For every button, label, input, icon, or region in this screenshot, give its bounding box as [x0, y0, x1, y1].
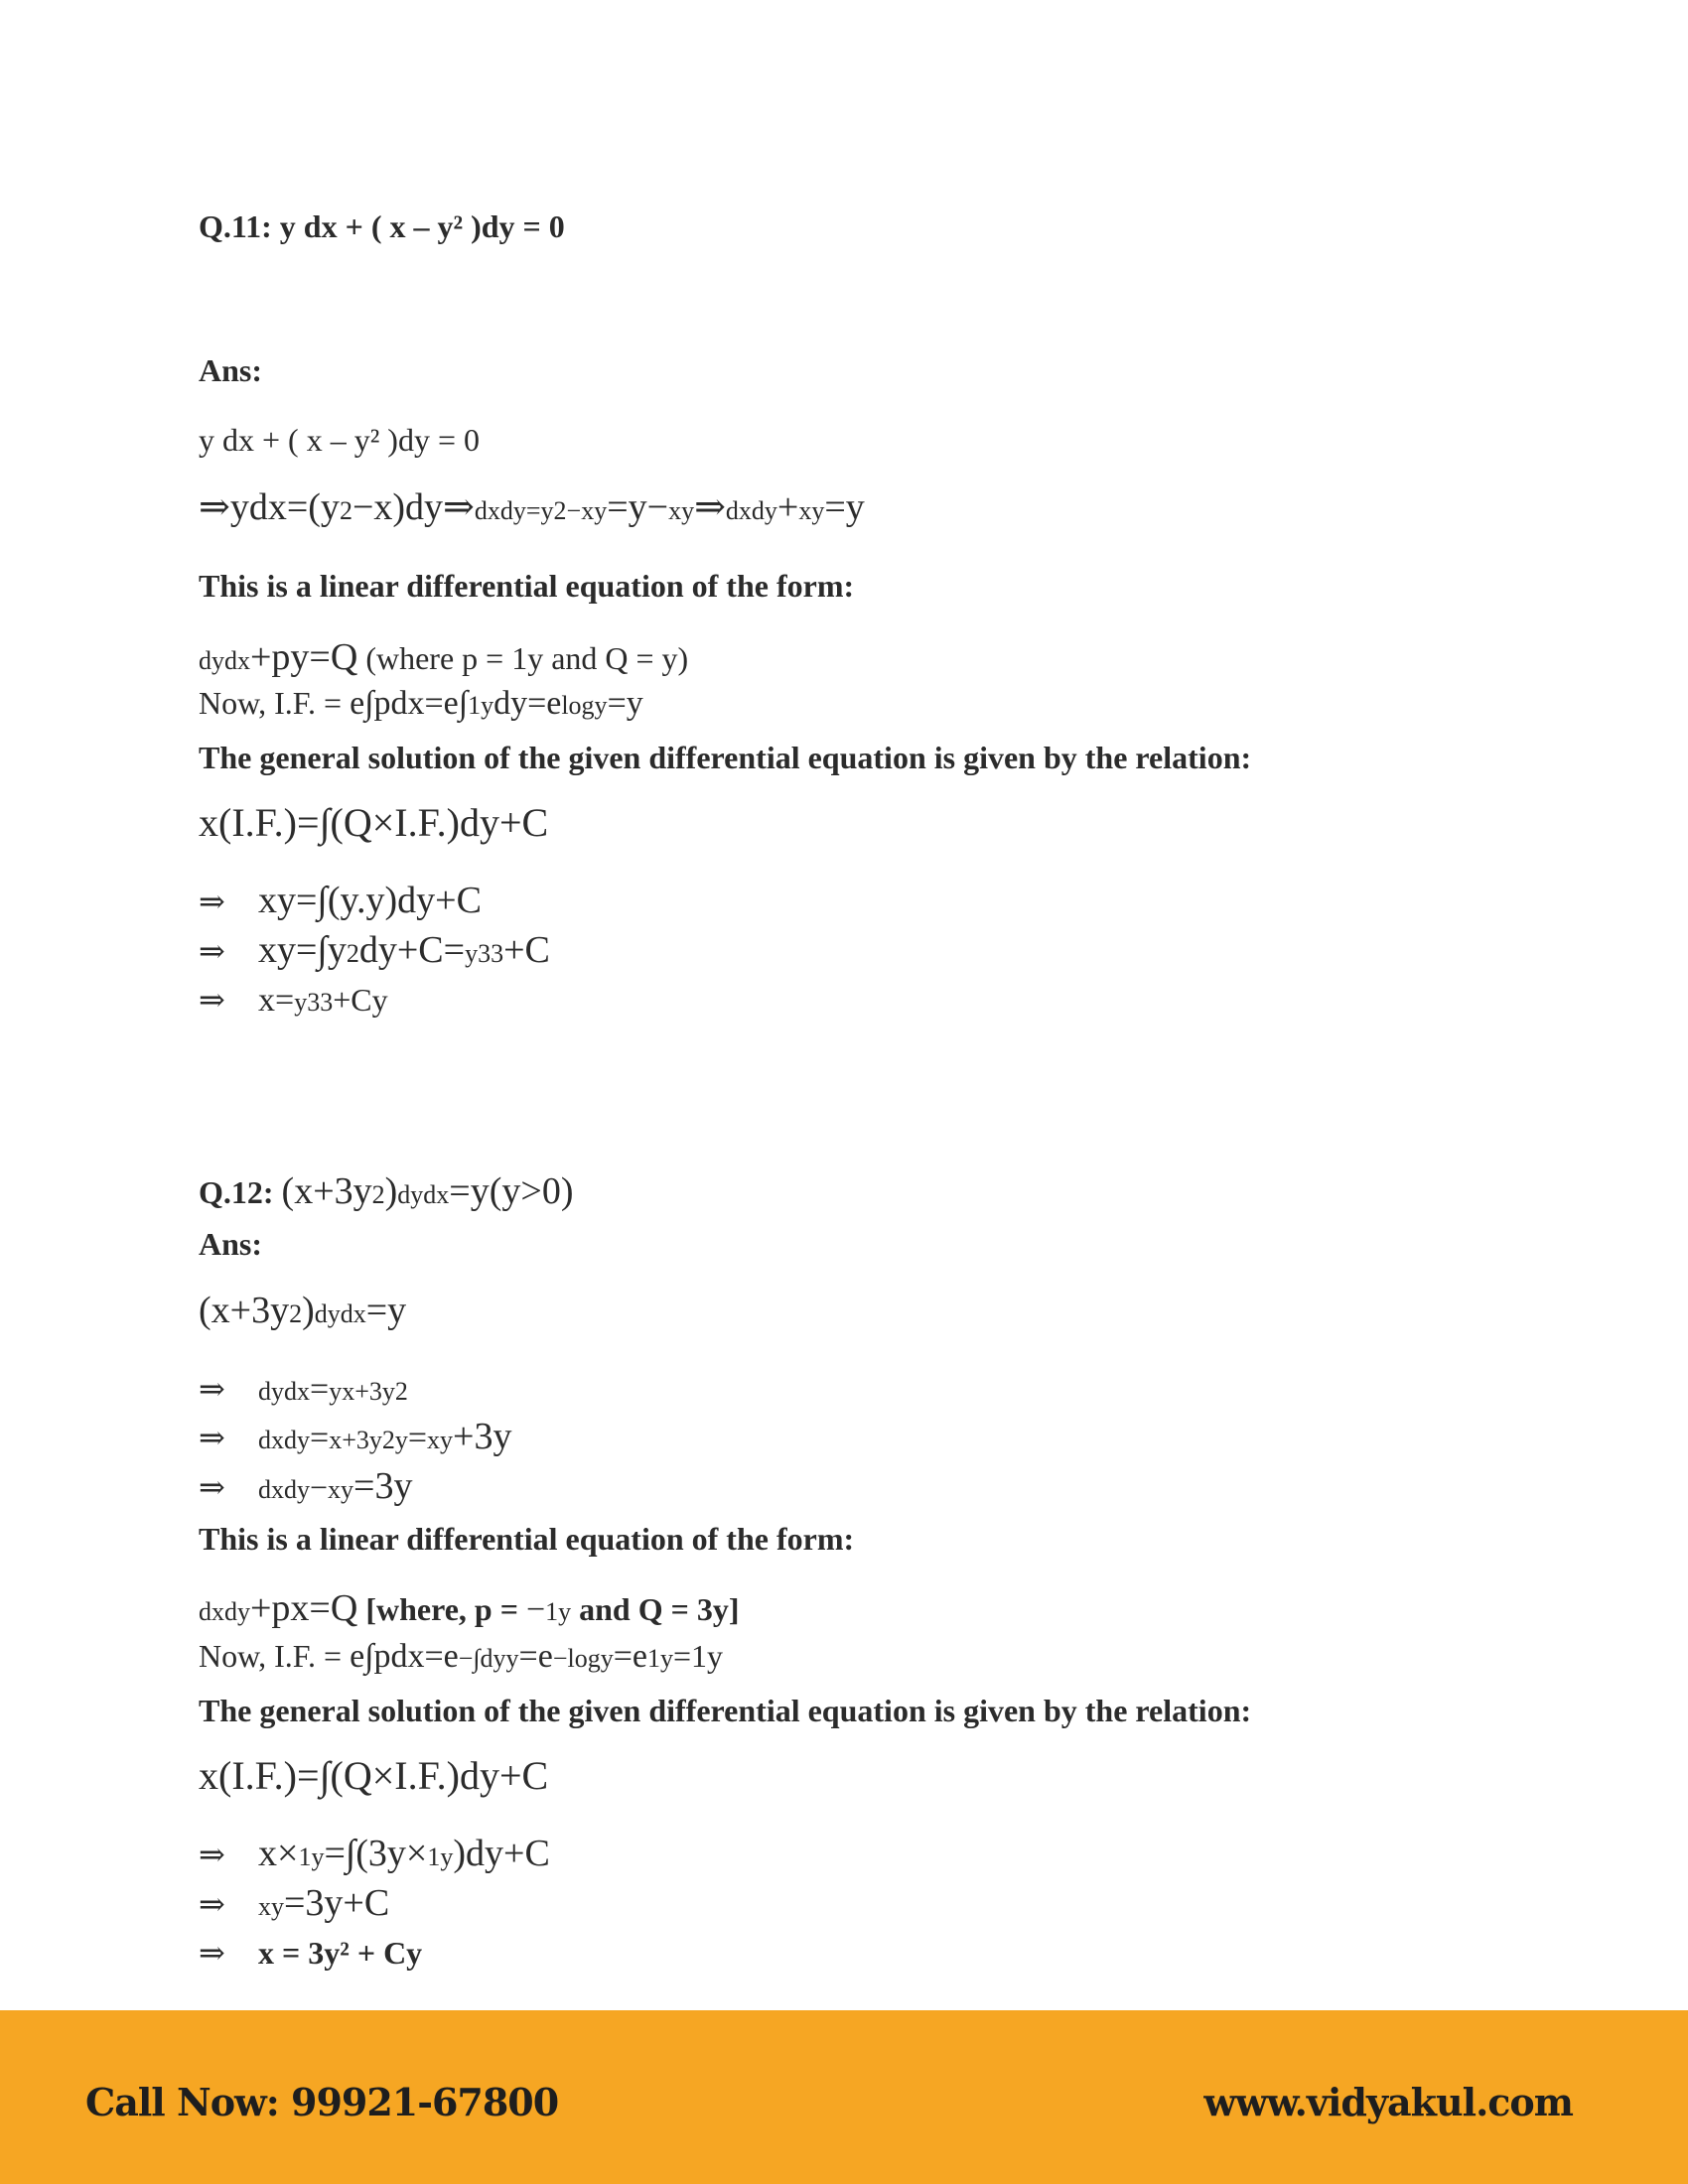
q11-s3 — [199, 981, 388, 1020]
q11-s3-b: y33 — [294, 988, 334, 1017]
q12-s3-d: =3y — [353, 1465, 413, 1507]
implies-arrow: ⇒ — [199, 933, 225, 969]
call-now-text: Call Now: 99921-67800 — [85, 2080, 559, 2124]
website-link[interactable]: www.vidyakul.com — [1203, 2080, 1573, 2124]
q12-s5-a: xy — [258, 1892, 284, 1921]
q12-given-c: ) — [302, 1290, 315, 1331]
q11-s2-e: +C — [503, 929, 550, 971]
implies-arrow: ⇒ — [199, 1420, 225, 1455]
q12-s2-d: = — [407, 1420, 428, 1456]
q11-if-a: Now, I.F. = — [199, 685, 351, 721]
q12-if-d: =e — [518, 1638, 553, 1675]
q11-s1-text: xy=∫(y.y)dy+C — [258, 880, 482, 921]
q11-title: Q.11: y dx + ( x – y² )dy = 0 — [199, 208, 565, 244]
q12-s4-b: 1y — [298, 1843, 325, 1871]
q12-title — [199, 1169, 573, 1213]
q12-title-c: ) — [384, 1170, 398, 1212]
q12-if-f: =e — [613, 1638, 647, 1675]
q12-ans-label: Ans: — [199, 1226, 263, 1262]
q11-if-b: e∫pdx=e∫ — [350, 685, 469, 722]
q11-step1-b: 2 — [339, 496, 352, 525]
q12-given-e: =y — [365, 1290, 407, 1331]
q12-if-a: Now, I.F. = — [199, 1638, 351, 1674]
q11-s3-a: x= — [258, 982, 295, 1019]
q11-step1-j: xy — [798, 496, 825, 525]
q12-s4-c: =∫(3y× — [324, 1833, 428, 1874]
q12-s4-e: )dy+C — [453, 1833, 550, 1874]
q11-s3-c: +Cy — [333, 982, 388, 1018]
q12-s2-a: dxdy — [258, 1426, 310, 1454]
q12-s3-a: dxdy — [258, 1475, 310, 1504]
q12-s1-a: dydx — [258, 1377, 310, 1406]
q12-form-f: and Q = 3y] — [571, 1591, 740, 1627]
q12-title-d: dydx — [397, 1180, 450, 1209]
q12-general-eq: x(I.F.)=∫(Q×I.F.)dy+C — [199, 1753, 549, 1798]
q12-s3 — [199, 1464, 412, 1508]
q12-title-a: (x+3y — [281, 1170, 372, 1212]
q12-if-h: =1y — [672, 1638, 724, 1674]
q12-s2-b: = — [310, 1420, 330, 1456]
q12-s1-c: yx+3y2 — [329, 1377, 408, 1406]
q11-step1-d: dxdy=y2−xy — [474, 496, 608, 525]
implies-arrow: ⇒ — [199, 1935, 225, 1971]
q11-general-eq: x(I.F.)=∫(Q×I.F.)dy+C — [199, 800, 549, 845]
q12-form — [199, 1586, 740, 1630]
q12-if-b: e∫pdx=e — [350, 1638, 459, 1675]
q12-form-c: [where, p = — [357, 1591, 526, 1627]
q12-s4-d: 1y — [427, 1843, 454, 1871]
q11-step1-g: ⇒ — [694, 486, 726, 528]
q12-form-d: − — [525, 1591, 546, 1628]
implies-arrow: ⇒ — [199, 1886, 225, 1922]
q11-form-c: (where p = 1y and Q = y) — [357, 640, 689, 676]
implies-arrow: ⇒ — [199, 982, 225, 1018]
q11-step1-i: + — [776, 486, 799, 528]
q11-s1 — [199, 879, 482, 922]
q11-if-c: 1y — [468, 691, 494, 720]
q12-s4 — [199, 1832, 550, 1875]
q12-general-text: The general solution of the given differential equation is given by the relation: — [199, 1693, 1252, 1728]
q12-given — [199, 1289, 406, 1332]
q12-s1 — [199, 1370, 408, 1409]
q12-title-e: =y(y>0) — [449, 1170, 574, 1212]
q11-if-e: logy — [561, 691, 608, 720]
q11-step1-k: =y — [824, 486, 865, 528]
q12-given-a: (x+3y — [199, 1290, 290, 1331]
q11-given: y dx + ( x – y² )dy = 0 — [199, 422, 480, 458]
q12-s5 — [199, 1881, 389, 1925]
q12-s2-f: +3y — [453, 1416, 512, 1457]
q12-if-e: −logy — [552, 1644, 614, 1673]
q11-step1-f: xy — [668, 496, 695, 525]
q12-linear-form-text: This is a linear differential equation of the form: — [199, 1521, 855, 1557]
q12-if-g: 1y — [646, 1644, 673, 1673]
q12-s2-e: xy — [427, 1426, 454, 1454]
q11-step1-e: =y− — [607, 486, 669, 528]
q11-s2 — [199, 928, 550, 972]
q12-s4-a: x× — [258, 1833, 299, 1874]
implies-arrow: ⇒ — [199, 1371, 225, 1407]
q12-if-c: −∫dyy — [458, 1644, 519, 1673]
q11-ans-label: Ans: — [199, 352, 263, 388]
q12-s2 — [199, 1415, 511, 1458]
q12-s6-text: x = 3y² + Cy — [258, 1935, 423, 1971]
q12-form-a: dxdy — [199, 1597, 250, 1626]
implies-arrow: ⇒ — [199, 1837, 225, 1872]
q11-if-f: =y — [607, 685, 643, 722]
q12-s2-c: x+3y2y — [329, 1426, 408, 1454]
q11-s2-d: y33 — [465, 939, 504, 968]
q12-given-d: dydx — [314, 1299, 366, 1328]
q11-s2-b: 2 — [346, 939, 359, 968]
q11-linear-form-text: This is a linear differential equation of the form: — [199, 568, 855, 604]
q12-s3-c: xy — [328, 1475, 354, 1504]
implies-arrow: ⇒ — [199, 1469, 225, 1505]
q11-if-d: dy=e — [493, 685, 562, 722]
q12-s5-b: =3y+C — [284, 1882, 390, 1924]
q11-if-line — [199, 685, 643, 723]
footer-banner — [0, 2010, 1688, 2184]
q12-s6 — [199, 1934, 422, 1972]
q11-step1 — [199, 484, 865, 529]
q11-step1-c: −x)dy⇒ — [352, 486, 475, 528]
q12-given-b: 2 — [289, 1299, 303, 1328]
q11-form-a: dydx — [199, 646, 250, 675]
q12-title-label: Q.12: — [199, 1174, 274, 1210]
q12-form-e: 1y — [545, 1597, 572, 1626]
q12-form-b: +px=Q — [250, 1587, 358, 1629]
q12-if-line — [199, 1638, 723, 1676]
q11-general-text: The general solution of the given differential equation is given by the relation: — [199, 740, 1252, 775]
q11-step1-a: ⇒ydx=(y — [199, 486, 340, 528]
q11-s2-c: dy+C= — [358, 929, 466, 971]
q12-title-b: 2 — [371, 1180, 385, 1209]
q11-form — [199, 635, 688, 679]
q12-s3-b: − — [310, 1469, 329, 1505]
implies-arrow: ⇒ — [199, 884, 225, 919]
q11-s2-a: xy=∫y — [258, 929, 347, 971]
q12-s1-b: = — [310, 1371, 330, 1408]
q11-step1-h: dxdy — [725, 496, 777, 525]
q11-form-b: +py=Q — [250, 636, 358, 678]
